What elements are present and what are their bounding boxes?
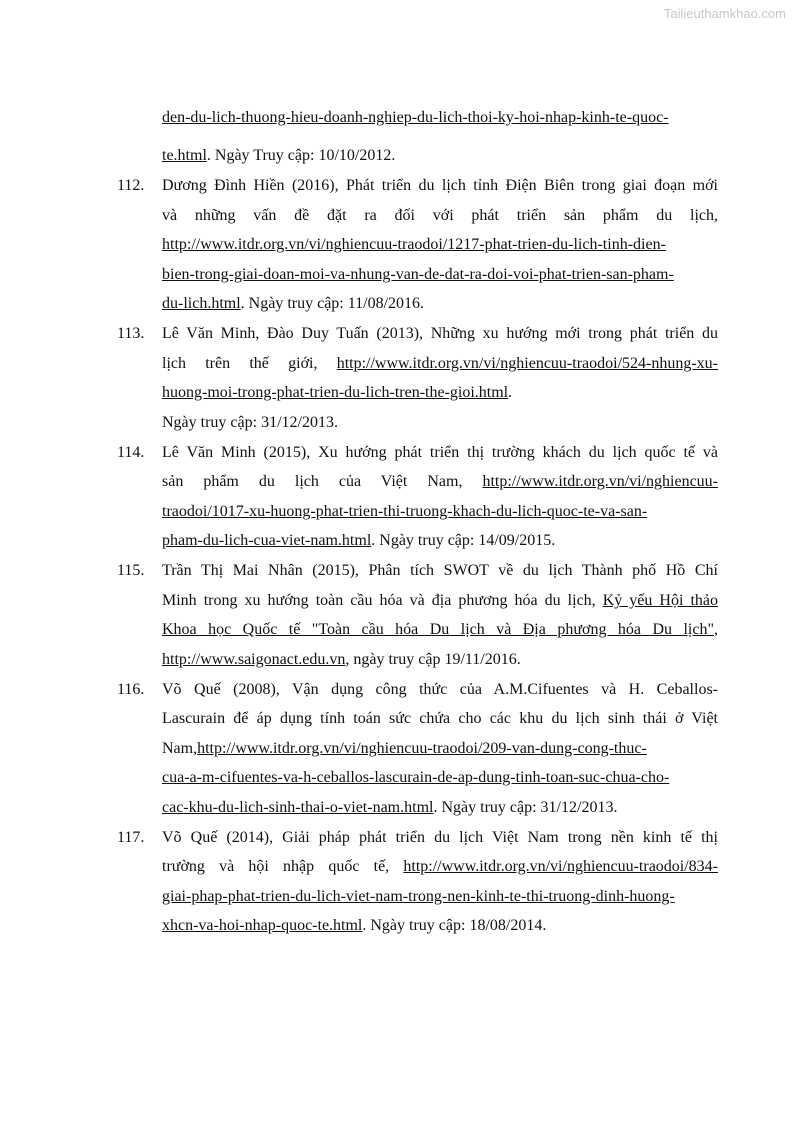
reference-link[interactable]: http://www.itdr.org.vn/vi/nghiencuu-traodoi/834- <box>403 858 719 875</box>
reference-link[interactable]: Khoa học Quốc tế "Toàn cầu hóa Du lịch và Địa phương hóa Du lịch" <box>162 621 714 638</box>
reference-link-line <box>162 265 718 287</box>
reference-text: Lê Văn Minh, Đào Duy Tuấn (2013), Những xu hướng mới trong phát triển du <box>162 325 718 342</box>
reference-link[interactable]: http://www.itdr.org.vn/vi/nghiencuu-traodoi/1217-phat-trien-du-lich-tinh-dien- <box>162 236 666 253</box>
reference-text: sản phẩm du lịch của Việt Nam, http://www.itdr.org.vn/vi/nghiencuu- <box>162 473 719 490</box>
reference-link[interactable]: http://www.saigonact.edu.vn <box>162 651 346 668</box>
reference-text: http://www.saigonact.edu.vn, ngày truy cập 19/11/2016. <box>162 651 521 668</box>
reference-link-line <box>162 887 718 909</box>
reference-link-line <box>162 235 718 257</box>
reference-link[interactable]: pham-du-lich-cua-viet-nam.html <box>162 532 372 549</box>
continuation-line-1 <box>162 108 718 130</box>
reference-link[interactable]: http://www.itdr.org.vn/vi/nghiencuu- <box>482 473 719 490</box>
reference-text: lịch trên thế giới, http://www.itdr.org.vn/vi/nghiencuu-traodoi/524-nhung-xu- <box>162 355 718 372</box>
reference-text: Ngày truy cập: 31/12/2013. <box>162 414 338 431</box>
reference-text: Minh trong xu hướng toàn cầu hóa và địa phương hóa du lịch, Kỷ yếu Hội thảo <box>162 592 718 609</box>
reference-number: 115. <box>117 562 145 579</box>
reference-text: Nam,http://www.itdr.org.vn/vi/nghiencuu-traodoi/209-van-dung-cong-thuc- <box>162 740 647 757</box>
reference-link[interactable]: huong-moi-trong-phat-trien-du-lich-tren-the-gioi.html <box>162 384 509 401</box>
reference-text: Dương Đình Hiền (2016), Phát triển du lịch tỉnh Điện Biên trong giai đoạn mới <box>162 177 718 194</box>
reference-text: xhcn-va-hoi-nhap-quoc-te.html. Ngày truy cập: 18/08/2014. <box>162 917 547 934</box>
reference-text: Lascurain để áp dụng tính toán sức chứa cho các khu du lịch sinh thái ở Việt <box>162 710 718 727</box>
reference-text: cac-khu-du-lich-sinh-thai-o-viet-nam.html. Ngày truy cập: 31/12/2013. <box>162 799 618 816</box>
reference-link[interactable]: http://www.itdr.org.vn/vi/nghiencuu-traodoi/209-van-dung-cong-thuc- <box>197 740 647 757</box>
reference-number: 112. <box>117 177 145 194</box>
reference-text: Trần Thị Mai Nhân (2015), Phân tích SWOT về du lịch Thành phố Hồ Chí <box>162 562 718 579</box>
reference-text: pham-du-lich-cua-viet-nam.html. Ngày truy cập: 14/09/2015. <box>162 532 556 549</box>
reference-link[interactable]: den-du-lich-thuong-hieu-doanh-nghiep-du-lich-thoi-ky-hoi-nhap-kinh-te-quoc- <box>162 109 669 126</box>
reference-link[interactable]: xhcn-va-hoi-nhap-quoc-te.html <box>162 917 363 934</box>
reference-link[interactable]: cua-a-m-cifuentes-va-h-ceballos-lascurain-de-ap-dung-tinh-toan-suc-chua-cho- <box>162 769 670 786</box>
reference-link[interactable]: bien-trong-giai-doan-moi-va-nhung-van-de-dat-ra-doi-voi-phat-trien-san-pham- <box>162 266 674 283</box>
watermark-text: Tailieuthamkhao.com <box>663 6 786 21</box>
reference-link[interactable]: du-lich.html <box>162 295 241 312</box>
continuation-line-2: te.html. Ngày Truy cập: 10/10/2012. <box>162 147 396 164</box>
reference-link-line <box>162 502 718 524</box>
reference-link-line <box>162 768 718 790</box>
reference-text: Võ Quế (2014), Giải pháp phát triển du lịch Việt Nam trong nền kinh tế thị <box>162 829 718 846</box>
reference-link[interactable]: Kỷ yếu Hội thảo <box>602 592 718 609</box>
reference-link[interactable]: traodoi/1017-xu-huong-phat-trien-thi-truong-khach-du-lich-quoc-te-va-san- <box>162 503 648 520</box>
reference-link[interactable]: cac-khu-du-lich-sinh-thai-o-viet-nam.html <box>162 799 434 816</box>
reference-text: huong-moi-trong-phat-trien-du-lich-tren-the-gioi.html. <box>162 384 513 401</box>
reference-link[interactable]: giai-phap-phat-trien-du-lich-viet-nam-trong-nen-kinh-te-thi-truong-dinh-huong- <box>162 888 675 905</box>
reference-text: du-lich.html. Ngày truy cập: 11/08/2016. <box>162 295 425 312</box>
reference-text: và những vấn đề đặt ra đối với phát triển sản phẩm du lịch, <box>162 207 718 224</box>
reference-link[interactable]: http://www.itdr.org.vn/vi/nghiencuu-traodoi/524-nhung-xu- <box>336 355 718 372</box>
reference-number: 117. <box>117 829 145 846</box>
reference-text: trường và hội nhập quốc tế, http://www.itdr.org.vn/vi/nghiencuu-traodoi/834- <box>162 858 719 875</box>
reference-text: Võ Quế (2008), Vận dụng công thức của A.M.Cifuentes và H. Ceballos- <box>162 681 718 698</box>
reference-number: 113. <box>117 325 145 342</box>
reference-number: 116. <box>117 681 145 698</box>
reference-text: Lê Văn Minh (2015), Xu hướng phát triển thị trường khách du lịch quốc tế và <box>162 444 718 461</box>
reference-text: Khoa học Quốc tế "Toàn cầu hóa Du lịch và Địa phương hóa Du lịch", <box>162 621 718 638</box>
reference-link[interactable]: te.html <box>162 147 207 164</box>
reference-number: 114. <box>117 444 145 461</box>
